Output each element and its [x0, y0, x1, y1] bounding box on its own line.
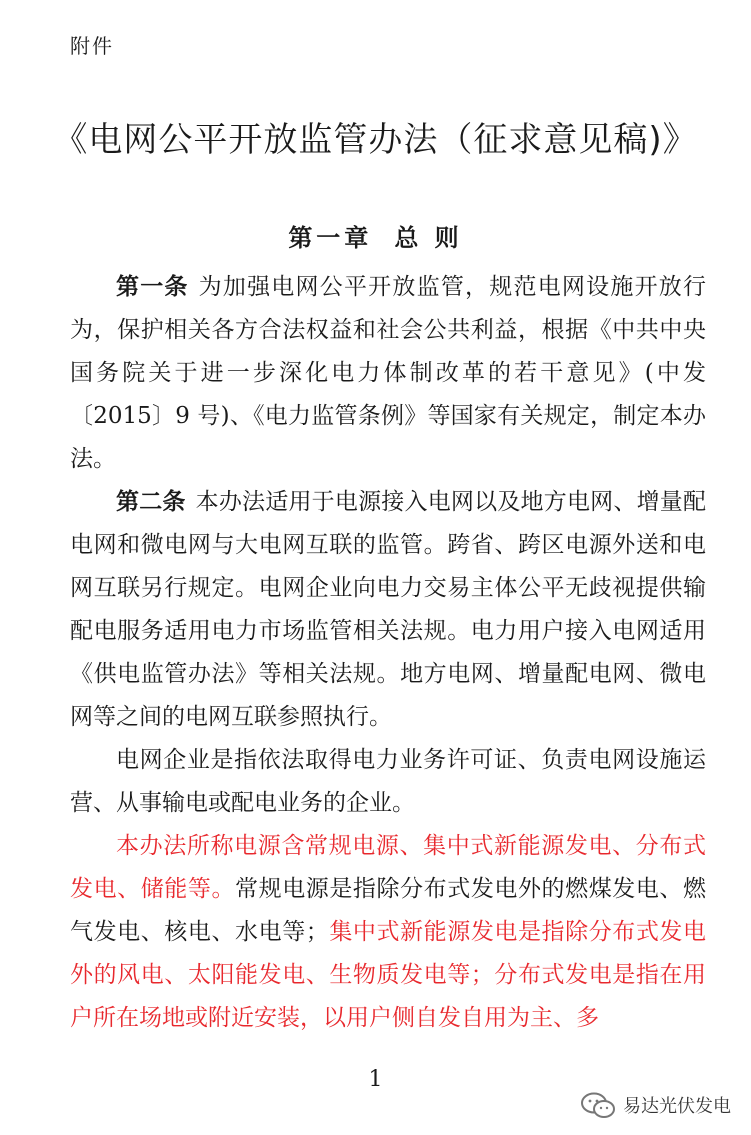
chapter-heading [0, 218, 751, 253]
wechat-icon [579, 1090, 617, 1120]
article-1-label: 第一条 [116, 274, 189, 300]
paragraph-power-sources [70, 825, 706, 1040]
chapter-name: 总 则 [394, 224, 463, 252]
highlight-text: 集中式新能源发电是指除分布式发电外的风电、太阳能发电、生物质发电等；分布式发电是指在用户所在场地或附近安装，以用户侧自发自用为主、多 [70, 919, 707, 1031]
watermark-text: 易达光伏发电 [623, 1096, 731, 1117]
highlight-text: 本办法所称电源含常规电源、集中式新能源发电、分布式发电、储能等。 [70, 833, 706, 902]
article-1-text: 为加强电网公平开放监管，规范电网设施开放行为，保护相关各方合法权益和社会公共利益，根据《中共中央 国务院关于进一步深化电力体制改革的若干意见》(中发〔2015〕9 号)、《电力监管条例》等国家有关规定，制定本办法。 [70, 274, 707, 472]
page-number: 1 [368, 1067, 383, 1092]
watermark [579, 1090, 731, 1120]
article-2-text: 本办法适用于电源接入电网以及地方电网、增量配电网和微电网与大电网互联的监管。跨省、跨区电源外送和电网互联另行规定。电网企业向电力交易主体公平无歧视提供输配电服务适用电力市场监管相关法规。电力用户接入电网适用《供电监管办法》等相关法规。地方电网、增量配电网、微电网等之间的电网互联参照执行。 [70, 489, 706, 730]
article-1 [70, 266, 706, 481]
chapter-number: 第一章 [288, 224, 373, 252]
attachment-label: 附件 [70, 34, 114, 58]
article-2 [70, 481, 706, 739]
document-title: 《电网公平开放监管办法（征求意见稿)》 [53, 120, 698, 160]
article-2-label: 第二条 [116, 489, 186, 515]
document-body [70, 266, 706, 1040]
plain-text: 常规电源是指除分布式发电外的燃煤发电、燃气发电、核电、水电等； [70, 876, 707, 945]
paragraph-grid-company: 电网企业是指依法取得电力业务许可证、负责电网设施运营、从事输电或配电业务的企业。 [70, 747, 706, 816]
